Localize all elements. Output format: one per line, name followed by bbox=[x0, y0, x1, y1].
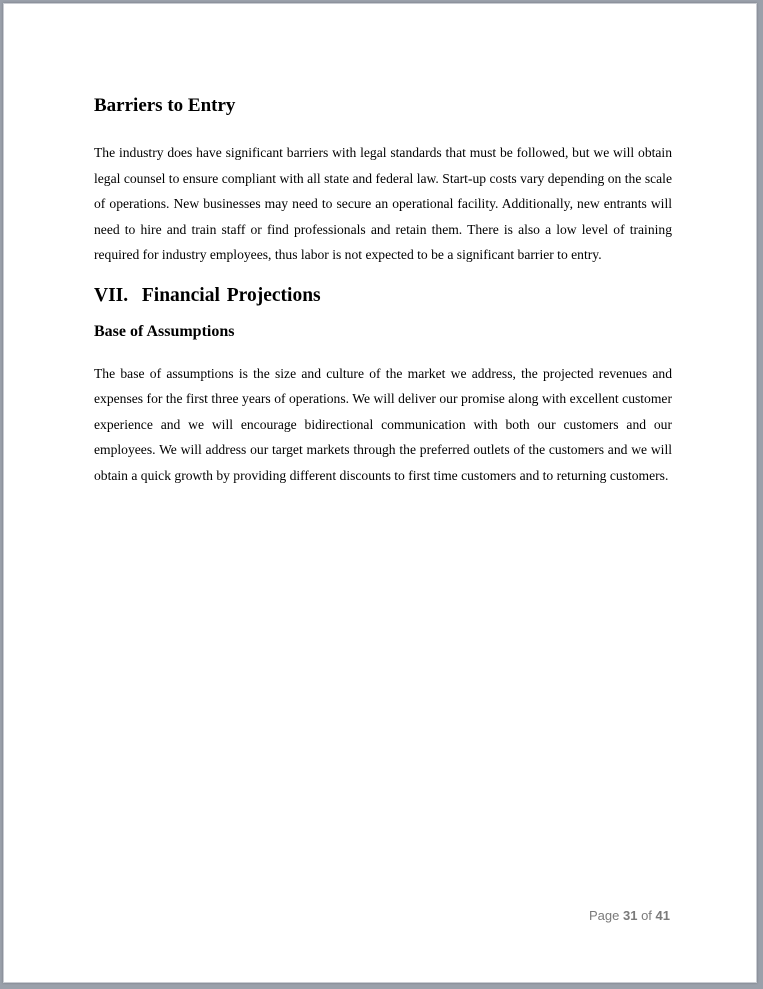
barriers-paragraph: The industry does have significant barriers with legal standards that must be followed, but we will obtain legal counsel to ensure compliant with all state and federal law. Start-up costs vary depending on the scale of operations. New businesses may need to secure an operational facility. Additionally, new entrants will need to hire and train staff or find professionals and retain them. There is also a low level of training required for industry employees, thus labor is not expected to be a significant barrier to entry. bbox=[94, 145, 672, 262]
base-of-assumptions-heading: Base of Assumptions bbox=[94, 322, 235, 340]
assumptions-paragraph: The base of assumptions is the size and culture of the market we address, the projected revenues and expenses for the first three years of operations. We will deliver our promise along with excellent customer experience and we will encourage bidirectional communication with both our customers and our employees. We will address our target markets through the preferred outlets of the customers and we will obtain a quick growth by providing different discounts to first time customers and to returning customers. bbox=[94, 365, 672, 483]
page-content bbox=[94, 93, 672, 488]
page-word: Page bbox=[588, 908, 620, 923]
of-word: of bbox=[641, 908, 652, 923]
financial-projections-heading: VII. Financial Projections bbox=[94, 284, 321, 306]
page-number-footer bbox=[589, 908, 670, 923]
barriers-heading: Barriers to Entry bbox=[94, 95, 236, 116]
total-pages-number: 41 bbox=[655, 908, 670, 923]
document-page bbox=[3, 3, 757, 983]
current-page-number: 31 bbox=[622, 908, 638, 923]
